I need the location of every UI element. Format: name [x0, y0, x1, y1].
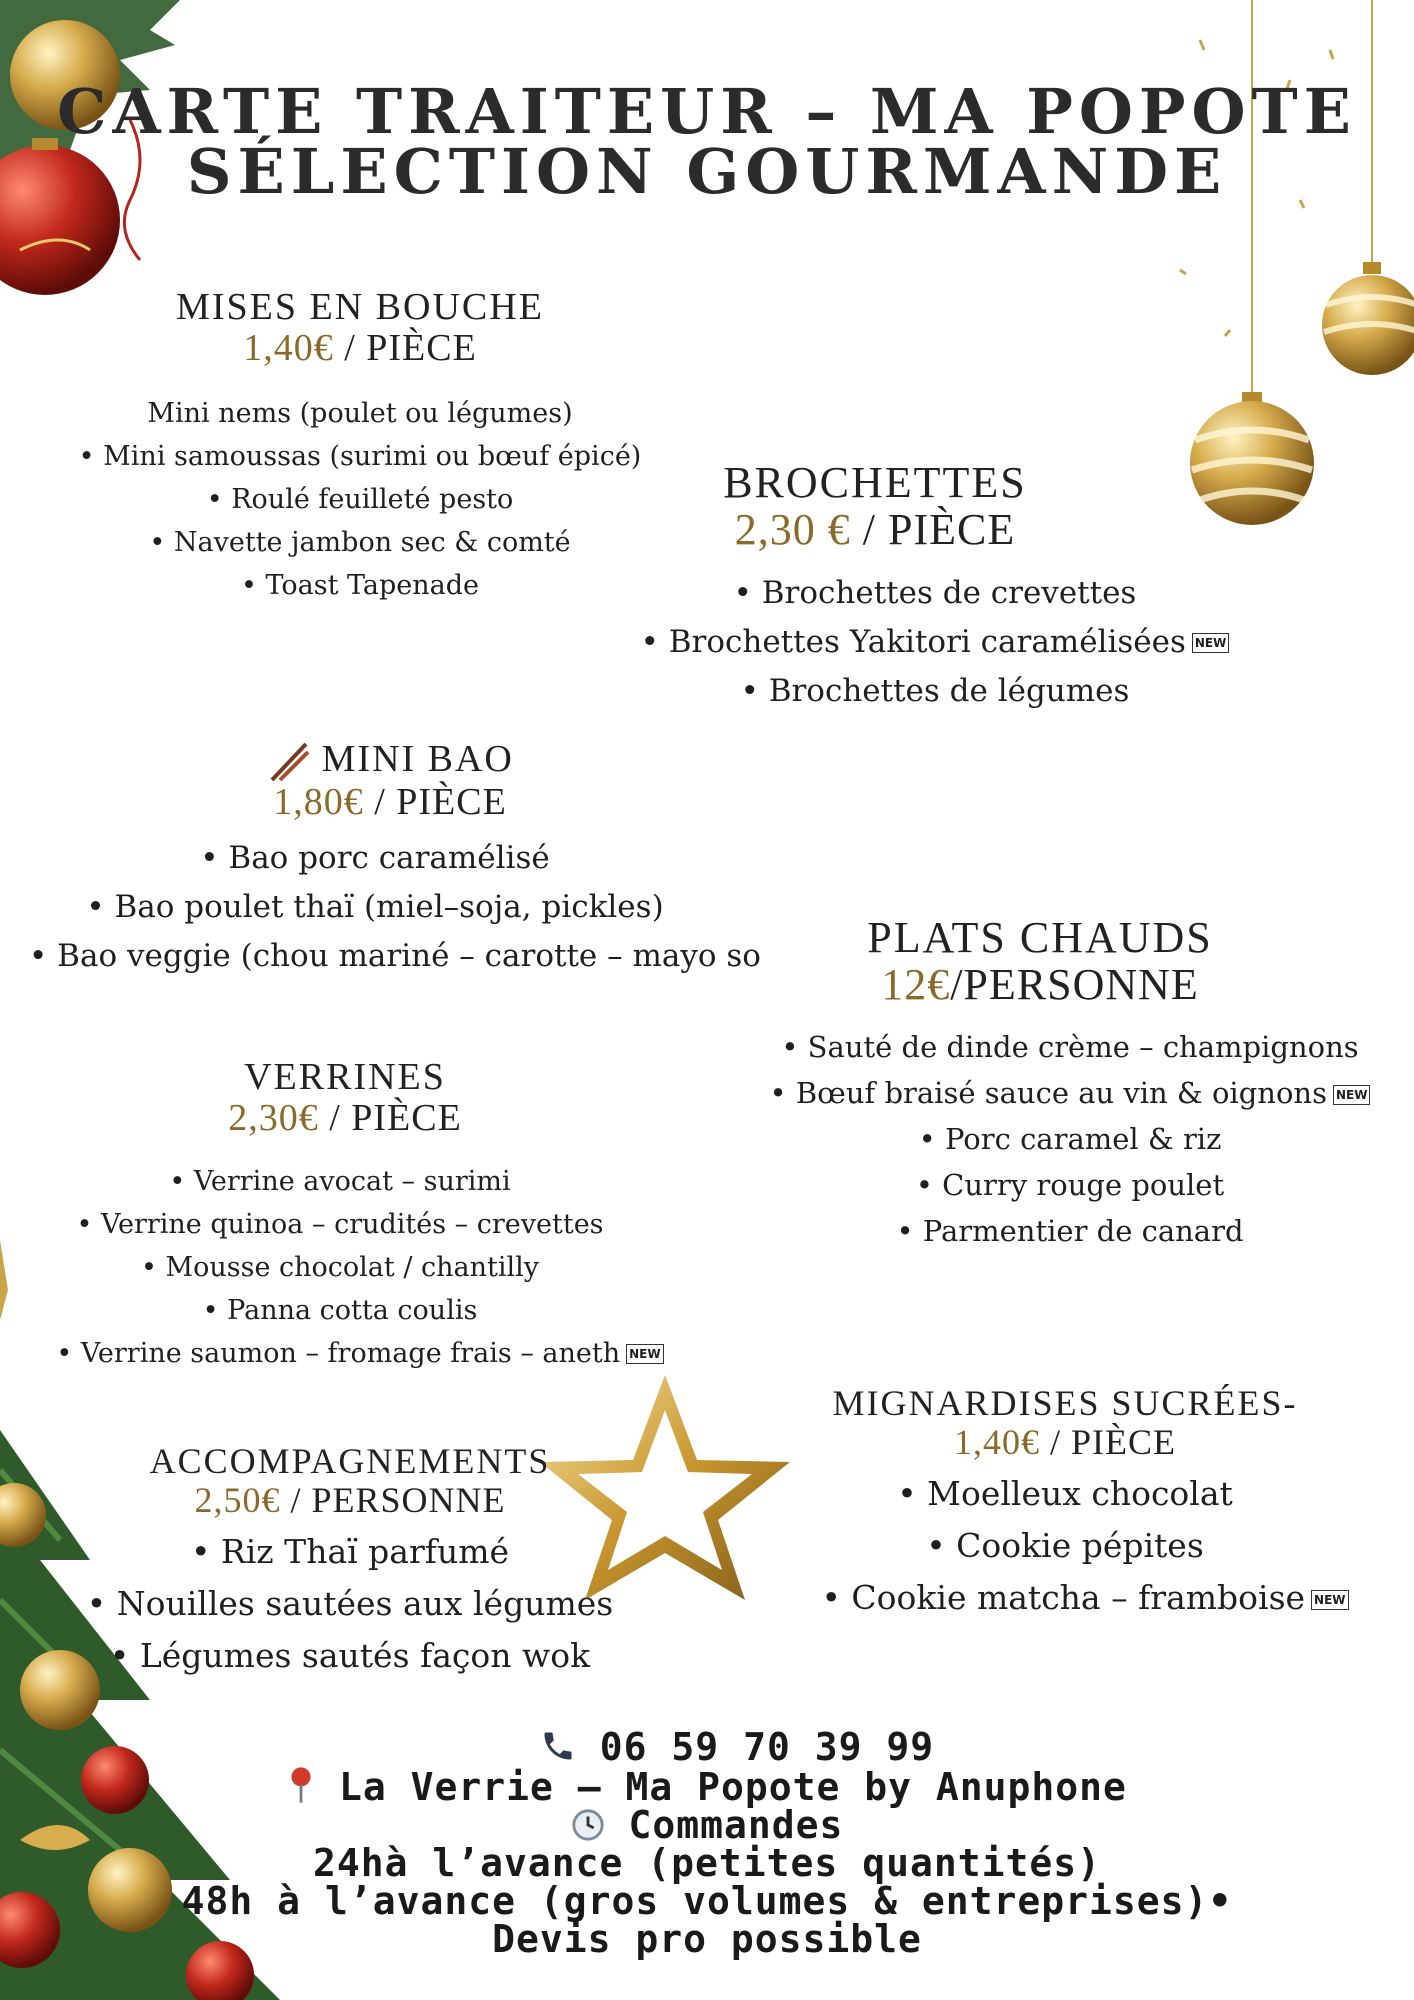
section-title: VERRINES	[244, 1056, 446, 1098]
orders-line	[0, 1803, 1414, 1847]
price-unit: /PERSONNE	[950, 960, 1199, 1010]
list-item-text: • Bœuf braisé sauce au vin & oignons	[769, 1075, 1327, 1110]
list-item: • Légumes sautés façon wok	[109, 1636, 591, 1676]
list-item: • Bao porc caramélisé	[200, 840, 550, 877]
list-item: • Parmentier de canard	[896, 1213, 1244, 1248]
list-item: • Roulé feuilleté pesto	[206, 483, 514, 515]
list-item: • Verrine quinoa – crudités – crevettes	[76, 1208, 604, 1240]
list-item: Mini nems (poulet ou légumes)	[147, 397, 573, 429]
lead-time-48h: 48h à l’avance (gros volumes & entreprises)•	[181, 1879, 1233, 1923]
new-badge: NEW	[1333, 1085, 1370, 1105]
item-list	[615, 569, 1255, 716]
new-badge: NEW	[1192, 633, 1229, 653]
section-mises-en-bouche	[60, 288, 660, 607]
item-list	[760, 1024, 1380, 1254]
section-title: MISES EN BOUCHE	[176, 286, 544, 328]
list-item: • Brochettes de crevettes	[733, 574, 1137, 611]
section-price	[495, 506, 1255, 554]
price-value: 1,80€	[273, 781, 364, 824]
section-price	[60, 328, 660, 370]
item-list	[60, 1526, 640, 1682]
section-verrines	[40, 1058, 680, 1375]
section-price	[0, 782, 800, 824]
list-item: • Toast Tapenade	[240, 569, 480, 601]
list-item: • Sauté de dinde crème – champignons	[781, 1029, 1359, 1064]
list-item: • Curry rouge poulet	[915, 1167, 1225, 1202]
list-item-new	[615, 618, 1255, 667]
list-item: • Moelleux chocolat	[897, 1474, 1233, 1514]
location-text: La Verrie – Ma Popote by Anuphone	[338, 1765, 1127, 1809]
section-plats-chauds	[760, 915, 1380, 1254]
list-item-text: • Brochettes Yakitori caramélisées	[640, 623, 1186, 660]
section-mignardises	[790, 1385, 1380, 1624]
section-price	[60, 1481, 640, 1521]
section-title-row	[0, 740, 800, 782]
section-title: MINI BAO	[321, 738, 514, 780]
price-unit: / PERSONNE	[280, 1479, 506, 1520]
phone-line	[60, 1725, 1414, 1769]
section-brochettes	[615, 460, 1255, 716]
item-list	[790, 1468, 1380, 1624]
list-item: • Bao poulet thaï (miel–soja, pickles)	[86, 889, 664, 926]
phone-icon	[540, 1728, 576, 1764]
price-value: 2,30€	[228, 1096, 319, 1139]
phone-number: 06 59 70 39 99	[599, 1725, 935, 1769]
section-accompagnements	[60, 1443, 640, 1682]
price-unit: / PIÈCE	[1039, 1421, 1176, 1462]
list-item: • Panna cotta coulis	[202, 1294, 478, 1326]
list-item-new	[760, 1070, 1380, 1116]
list-item-text: • Cookie matcha – framboise	[821, 1578, 1306, 1618]
section-title: ACCOMPAGNEMENTS	[149, 1441, 551, 1481]
list-item: • Nouilles sautées aux légumes	[86, 1584, 614, 1624]
list-item: • Bao veggie (chou mariné – carotte – mayo so	[29, 938, 761, 975]
new-badge: NEW	[1311, 1590, 1348, 1610]
list-item-text: • Verrine saumon – fromage frais – aneth	[56, 1337, 621, 1369]
list-item: • Cookie pépites	[926, 1526, 1204, 1566]
price-unit: / PIÈCE	[363, 781, 507, 824]
section-title: MIGNARDISES SUCRÉES-	[832, 1383, 1298, 1423]
section-price	[750, 1423, 1380, 1463]
price-value: 1,40€	[953, 1421, 1040, 1462]
chopsticks-icon	[266, 742, 310, 782]
list-item: • Mini samoussas (surimi ou bœuf épicé)	[78, 440, 642, 472]
list-item-new	[790, 1572, 1380, 1624]
contact-footer	[0, 1725, 1414, 1961]
new-badge: NEW	[626, 1344, 663, 1364]
price-value: 1,40€	[243, 326, 334, 369]
section-price	[10, 1098, 680, 1140]
map-pin-icon	[287, 1766, 315, 1804]
section-title: BROCHETTES	[723, 458, 1027, 507]
price-value: 2,30 €	[734, 505, 851, 555]
list-item: • Brochettes de légumes	[740, 672, 1130, 709]
orders-label: Commandes	[628, 1803, 844, 1847]
location-line	[0, 1765, 1414, 1809]
title-line-2: SÉLECTION GOURMANDE	[186, 135, 1228, 208]
title-line-1: CARTE TRAITEUR – MA POPOTE	[57, 75, 1357, 148]
lead-time-24h: 24hà l’avance (petites quantités)	[313, 1841, 1101, 1885]
clock-icon	[571, 1808, 605, 1842]
price-unit: / PIÈCE	[318, 1096, 462, 1139]
item-list	[40, 1160, 680, 1375]
list-item: • Porc caramel & riz	[918, 1121, 1222, 1156]
item-list	[29, 834, 800, 981]
list-item-new	[40, 1332, 680, 1375]
price-unit: / PIÈCE	[850, 505, 1016, 555]
price-value: 2,50€	[194, 1479, 281, 1520]
section-price	[700, 961, 1380, 1009]
price-unit: / PIÈCE	[333, 326, 477, 369]
list-item: • Riz Thaï parfumé	[190, 1532, 510, 1572]
devis-line: Devis pro possible	[492, 1917, 922, 1961]
page-title	[0, 75, 1414, 208]
section-title: PLATS CHAUDS	[867, 913, 1213, 962]
list-item: • Navette jambon sec & comté	[149, 526, 571, 558]
price-value: 12€	[881, 960, 951, 1010]
list-item: • Verrine avocat – surimi	[169, 1165, 511, 1197]
section-mini-bao	[29, 738, 800, 981]
list-item: • Mousse chocolat / chantilly	[140, 1251, 540, 1283]
